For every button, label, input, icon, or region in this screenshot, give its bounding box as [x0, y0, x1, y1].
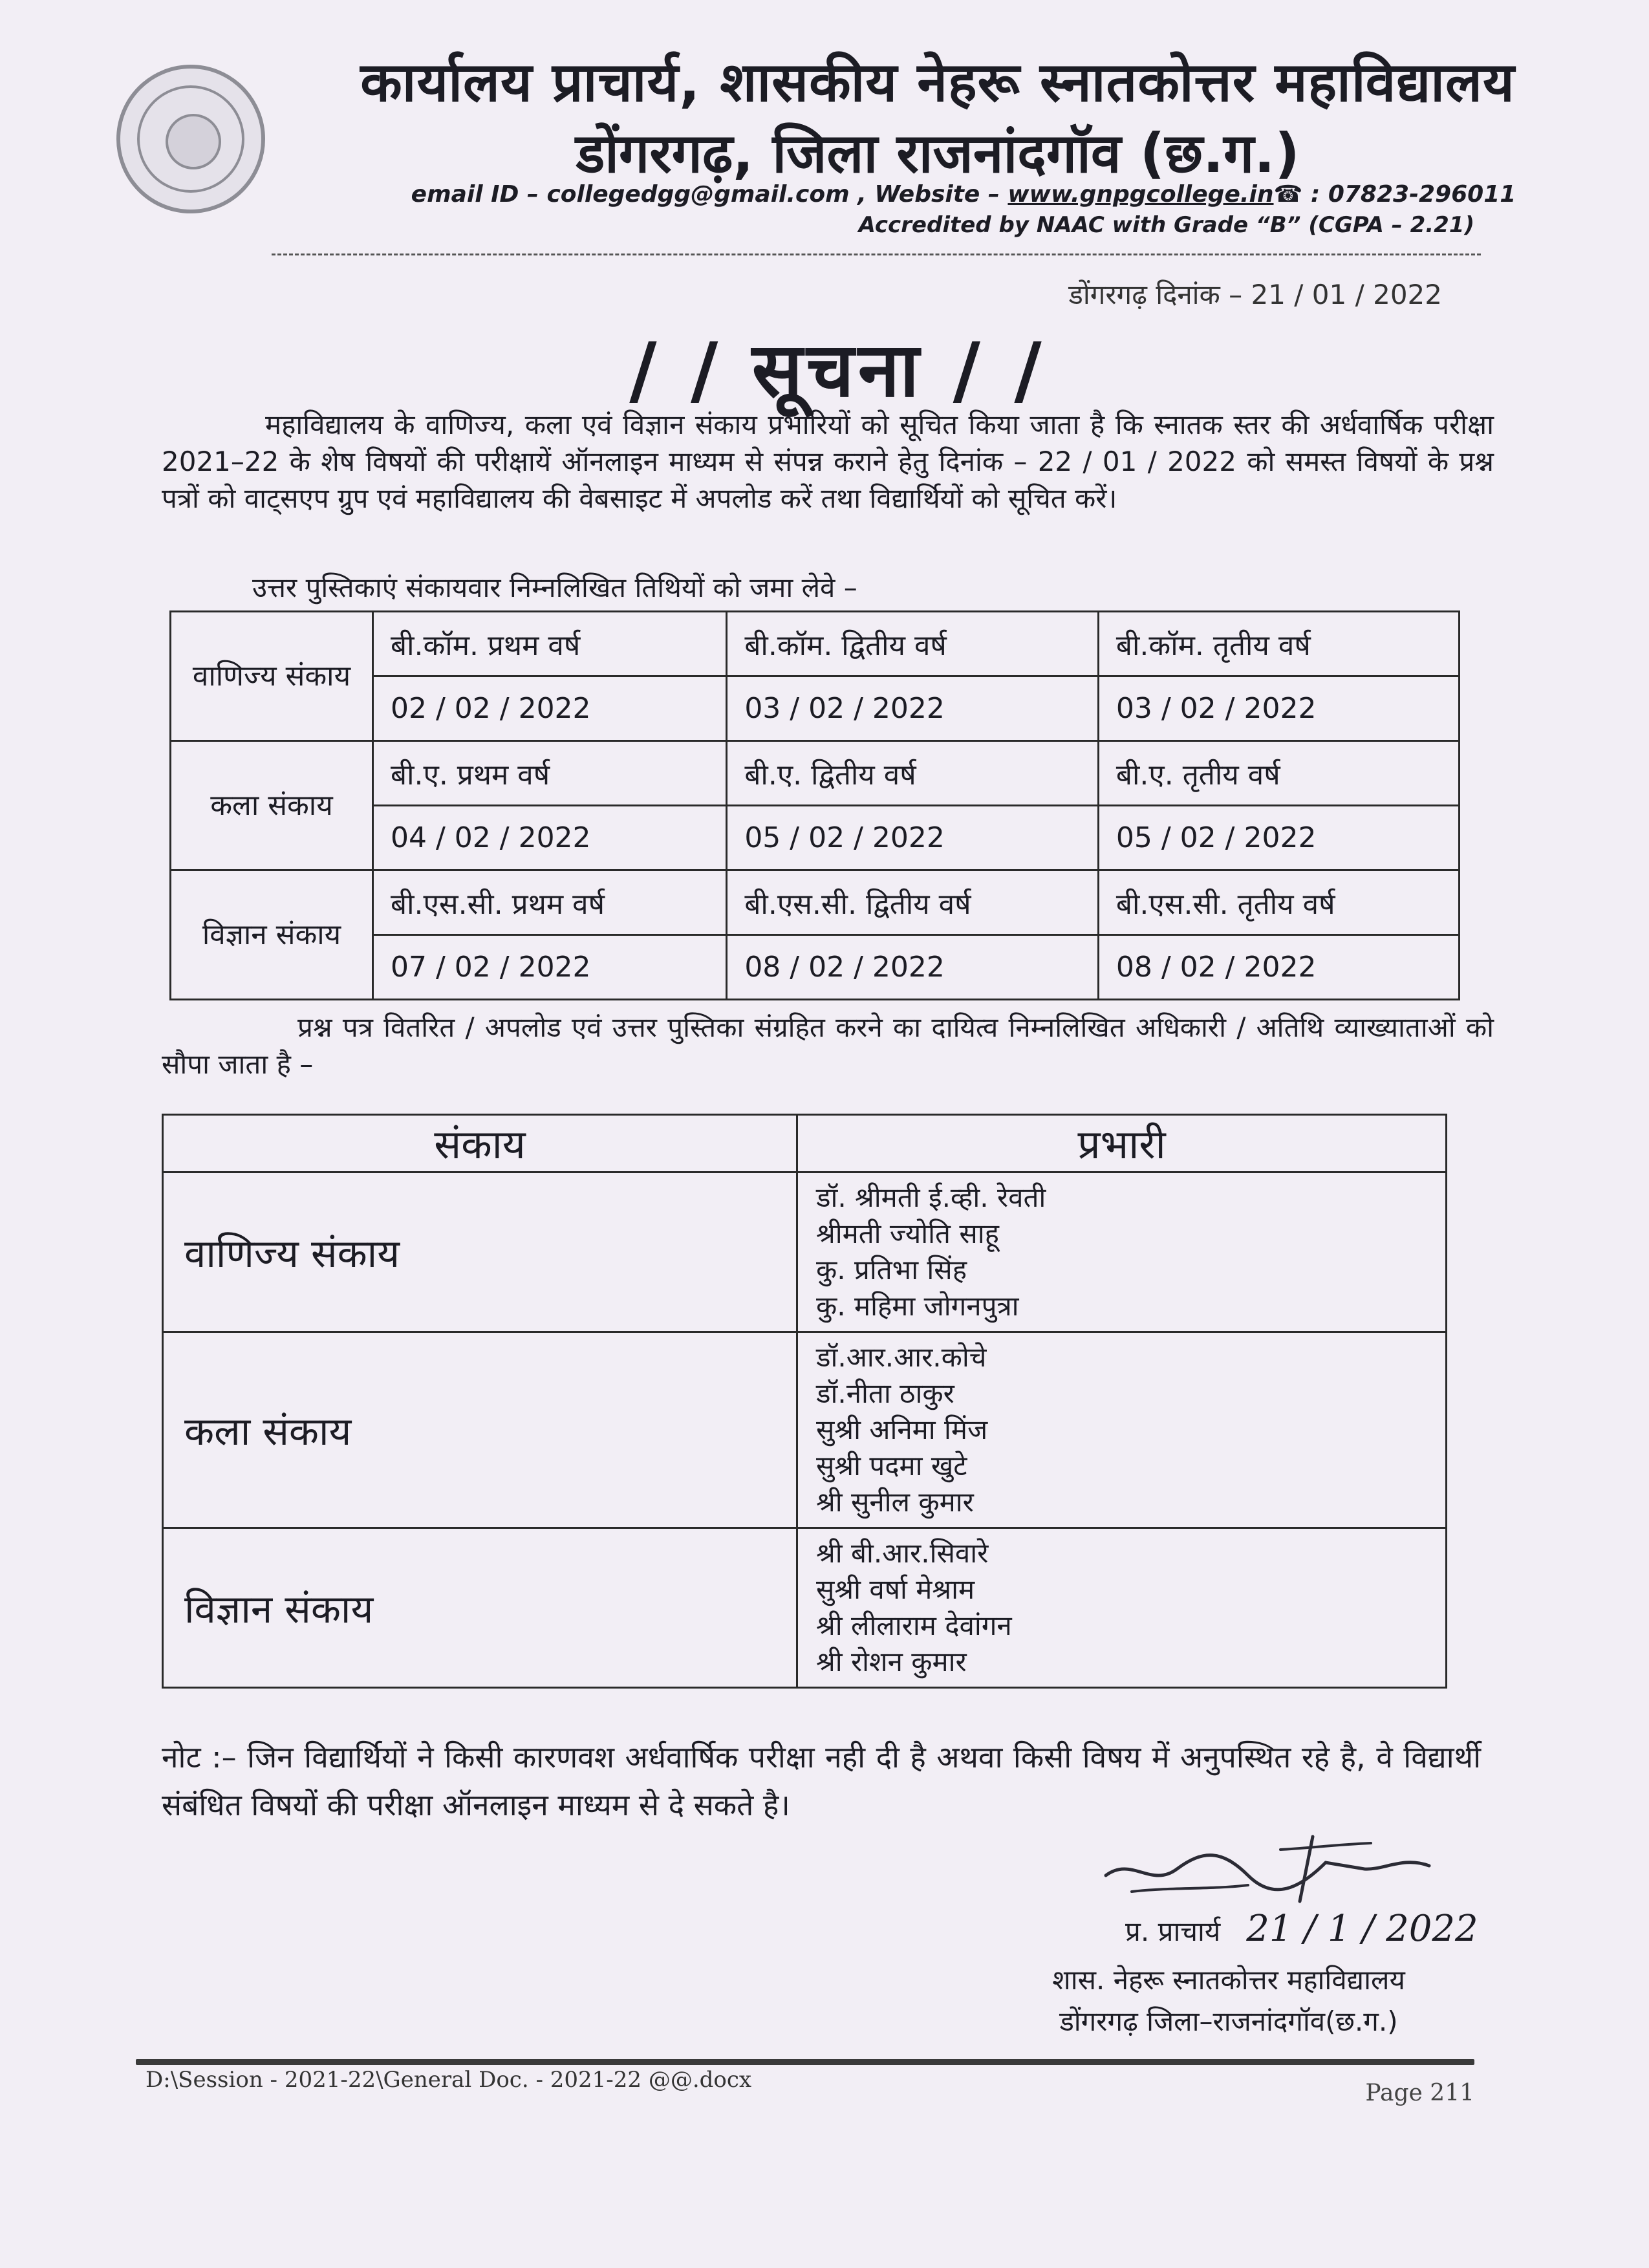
- contact-line: [388, 181, 1539, 208]
- date-cell: 08 / 02 / 2022: [727, 935, 1099, 1000]
- date-cell: 02 / 02 / 2022: [373, 676, 727, 741]
- signature-icon: [1093, 1830, 1455, 1908]
- notice-note: नोट :– जिन विद्यार्थियों ने किसी कारणवश अर्धवार्षिक परीक्षा नही दी है अथवा किसी विषय में अनुपस्थित रहे है, वे विद्यार्थी संबंधित विषयों की परीक्षा ऑनलाइन माध्यम से दे सकते है।: [162, 1740, 1481, 1822]
- year-cell: बी.ए. द्वितीय वर्ष: [727, 741, 1099, 806]
- incharge-name: श्री बी.आर.सिवारे: [816, 1537, 989, 1569]
- year-cell: बी.कॉम. तृतीय वर्ष: [1098, 612, 1459, 676]
- table-row: [163, 1528, 1447, 1688]
- incharge-name: श्रीमती ज्योति साहू: [816, 1218, 999, 1249]
- notice-paragraph-3: प्रश्न पत्र वितरित / अपलोड एवं उत्तर पुस्तिका संग्रहित करने का दायित्व निम्नलिखित अधिकारी / अतिथि व्याख्याताओं को सौपा जाता है –: [162, 1011, 1494, 1080]
- submission-schedule-table: [169, 610, 1460, 1000]
- notice-paragraph-2: उत्तर पुस्तिकाएं संकायवार निम्नलिखित तिथियों को जमा लेवे –: [252, 572, 857, 603]
- incharge-name: सुश्री पदमा खुटे: [816, 1450, 967, 1482]
- accreditation-line: Accredited by NAAC with Grade “B” (CGPA – 2.21): [858, 212, 1474, 238]
- incharge-names-cell: [797, 1528, 1447, 1688]
- notice-date: डोंगरगढ़ दिनांक – 21 / 01 / 2022: [1068, 279, 1442, 310]
- faculty-cell: कला संकाय: [171, 741, 373, 870]
- date-cell: 05 / 02 / 2022: [727, 806, 1099, 870]
- incharge-name: सुश्री वर्षा मेश्राम: [816, 1573, 975, 1605]
- year-cell: बी.एस.सी. प्रथम वर्ष: [373, 870, 727, 935]
- year-cell: बी.एस.सी. द्वितीय वर्ष: [727, 870, 1099, 935]
- notice-paragraph-1: महाविद्यालय के वाणिज्य, कला एवं विज्ञान संकाय प्रभारियों को सूचित किया जाता है कि स्नातक स्तर की अर्धवार्षिक परीक्षा 2021–22 के शेष विषयों की परीक्षायें ऑनलाइन माध्यम से संपन्न कराने हेतु दिनांक – 22 / 01 / 2022 को समस्त विषयों के प्रश्न पत्रों को वाट्सएप ग्रुप एवं महाविद्यालय की वेबसाइट में अपलोड करें तथा विद्यार्थियों को सूचित करें।: [162, 409, 1494, 514]
- incharge-name: कु. प्रतिभा सिंह: [816, 1254, 967, 1286]
- office-location: डोंगरगढ़, जिला राजनांदगॉव (छ.ग.): [576, 122, 1300, 185]
- faculty-cell: विज्ञान संकाय: [171, 870, 373, 1000]
- table-row: [171, 870, 1460, 935]
- incharge-name: डॉ.आर.आर.कोचे: [816, 1341, 987, 1373]
- year-cell: बी.कॉम. द्वितीय वर्ष: [727, 612, 1099, 676]
- incharge-name: डॉ. श्रीमती ई.व्ही. रेवती: [816, 1182, 1046, 1213]
- website-link[interactable]: www.gnpgcollege.in: [1008, 181, 1274, 208]
- incharge-name: डॉ.नीता ठाकुर: [816, 1377, 954, 1409]
- column-header-faculty: संकाय: [163, 1115, 797, 1172]
- handwritten-date: 21 / 1 / 2022: [1246, 1908, 1478, 1950]
- incharge-name: श्री रोशन कुमार: [816, 1646, 967, 1678]
- incharge-names-cell: [797, 1332, 1447, 1528]
- incharge-name: श्री लीलाराम देवांगन: [816, 1610, 1012, 1641]
- incharge-name: सुश्री अनिमा मिंज: [816, 1414, 988, 1445]
- date-cell: 08 / 02 / 2022: [1098, 935, 1459, 1000]
- incharge-name: श्री सुनील कुमार: [816, 1486, 974, 1518]
- footer-file-path: D:\Session - 2021-22\General Doc. - 2021-22 @@.docx: [146, 2067, 752, 2093]
- incharge-names-cell: [797, 1172, 1447, 1332]
- header-divider: [272, 254, 1481, 255]
- table-row: [163, 1172, 1447, 1332]
- incharge-name: कु. महिमा जोगनपुत्रा: [816, 1290, 1019, 1322]
- date-cell: 05 / 02 / 2022: [1098, 806, 1459, 870]
- college-seal-icon: [116, 65, 265, 213]
- column-header-incharge: प्रभारी: [797, 1115, 1447, 1172]
- table-header-row: [163, 1115, 1447, 1172]
- footer-page-number: Page 211: [1365, 2080, 1474, 2106]
- table-row: [163, 1332, 1447, 1528]
- email-text: email ID – collegedgg@gmail.com , Website –: [411, 181, 1008, 208]
- designation-text: प्र. प्राचार्य: [1125, 1916, 1221, 1947]
- footer-divider: [136, 2059, 1474, 2065]
- faculty-cell: वाणिज्य संकाय: [171, 612, 373, 741]
- date-cell: 03 / 02 / 2022: [1098, 676, 1459, 741]
- incharge-table: [162, 1114, 1447, 1689]
- date-cell: 07 / 02 / 2022: [373, 935, 727, 1000]
- phone-text: ☎ : 07823-296011: [1273, 181, 1516, 208]
- signatory-institution: [957, 1960, 1500, 2042]
- office-title: कार्यालय प्राचार्य, शासकीय नेहरू स्नातकोत्तर महाविद्यालय: [360, 50, 1515, 114]
- institution-line-1: शास. नेहरू स्नातकोत्तर महाविद्यालय: [1052, 1964, 1405, 1996]
- faculty-cell: विज्ञान संकाय: [163, 1528, 797, 1688]
- faculty-cell: वाणिज्य संकाय: [163, 1172, 797, 1332]
- faculty-cell: कला संकाय: [163, 1332, 797, 1528]
- year-cell: बी.ए. तृतीय वर्ष: [1098, 741, 1459, 806]
- year-cell: बी.एस.सी. तृतीय वर्ष: [1098, 870, 1459, 935]
- table-row: [171, 741, 1460, 806]
- notice-heading: / / सूचना / /: [629, 327, 1046, 414]
- institution-line-2: डोंगरगढ़ जिला–राजनांदगॉव(छ.ग.): [1059, 2005, 1398, 2037]
- year-cell: बी.ए. प्रथम वर्ष: [373, 741, 727, 806]
- date-cell: 03 / 02 / 2022: [727, 676, 1099, 741]
- signature-designation-line: [1125, 1908, 1487, 1950]
- year-cell: बी.कॉम. प्रथम वर्ष: [373, 612, 727, 676]
- date-cell: 04 / 02 / 2022: [373, 806, 727, 870]
- table-row: [171, 612, 1460, 676]
